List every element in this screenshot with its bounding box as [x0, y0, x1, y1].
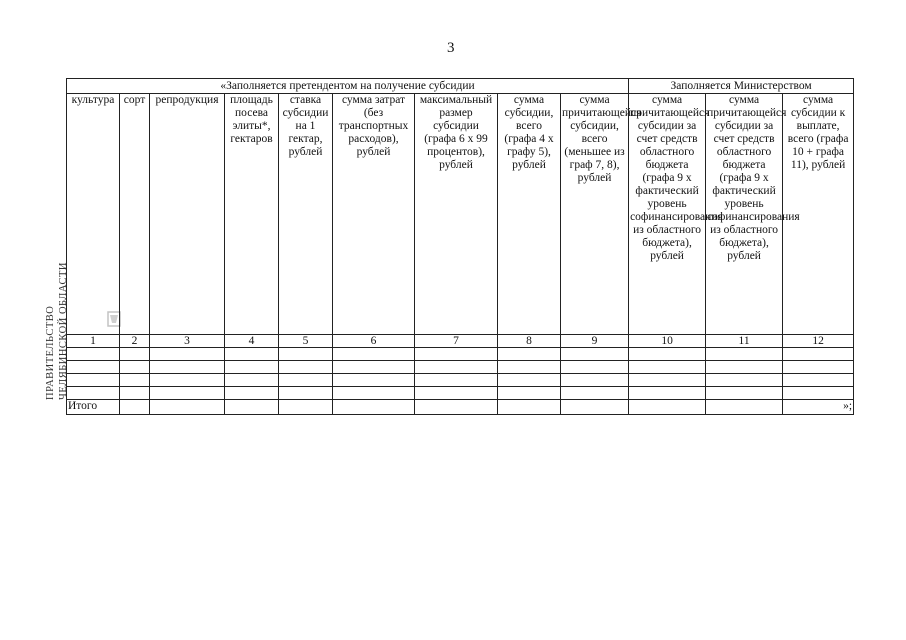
- table-cell: [150, 374, 225, 387]
- table-cell: [225, 348, 279, 361]
- column-header: сумма причитающейся субсидии за счет средств областного бюджета (графа 9 х фактический уровень софинансирования из областного бюджета), рублей: [629, 94, 706, 335]
- table-cell: [706, 400, 783, 415]
- closing-quote-mark: »;: [783, 400, 854, 415]
- table-cell: [783, 374, 854, 387]
- column-number: 10: [629, 335, 706, 348]
- table-cell: [225, 361, 279, 374]
- table-cell: [279, 374, 333, 387]
- applicant-group-header: «Заполняется претендентом на получение субсидии: [67, 79, 629, 94]
- empty-row: [67, 361, 854, 374]
- table-cell: [150, 348, 225, 361]
- subsidy-table: [66, 78, 854, 415]
- column-header: сорт: [120, 94, 150, 335]
- table-cell: [333, 387, 415, 400]
- table-cell: [415, 400, 498, 415]
- table-cell: [561, 387, 629, 400]
- table-cell: [706, 374, 783, 387]
- empty-row: [67, 348, 854, 361]
- table-cell: [629, 387, 706, 400]
- table-cell: [120, 348, 150, 361]
- table-cell: [629, 400, 706, 415]
- column-number-row: [67, 335, 854, 348]
- table-cell: [498, 387, 561, 400]
- column-header: сумма причитающейся субсидии за счет средств областного бюджета (графа 9 х фактический уровень софинансирования из областного бюджета), рублей: [706, 94, 783, 335]
- table-cell: [783, 387, 854, 400]
- table-cell: [279, 361, 333, 374]
- table-cell: [706, 348, 783, 361]
- ministry-group-header: Заполняется Министерством: [629, 79, 854, 94]
- table-cell: [67, 374, 120, 387]
- table-cell: [561, 400, 629, 415]
- column-header: сумма субсидии, всего (графа 4 х графу 5), рублей: [498, 94, 561, 335]
- empty-row: [67, 374, 854, 387]
- table-cell: [333, 361, 415, 374]
- table-cell: [783, 361, 854, 374]
- table-cell: [150, 387, 225, 400]
- stamp-line-2: ЧЕЛЯБИНСКОЙ ОБЛАСТИ: [58, 262, 69, 400]
- table-cell: [120, 400, 150, 415]
- column-number: 1: [67, 335, 120, 348]
- group-header-row: [67, 79, 854, 94]
- table-cell: [629, 361, 706, 374]
- column-header-row: [67, 94, 854, 335]
- table-cell: [120, 361, 150, 374]
- column-number: 11: [706, 335, 783, 348]
- table-cell: [225, 400, 279, 415]
- table-cell: [120, 387, 150, 400]
- total-row: [67, 400, 854, 415]
- column-header: максимальный размер субсидии (графа 6 х 99 процентов), рублей: [415, 94, 498, 335]
- total-label: Итого: [67, 400, 120, 415]
- table-cell: [120, 374, 150, 387]
- column-number: 2: [120, 335, 150, 348]
- column-header: площадь посева элиты*, гектаров: [225, 94, 279, 335]
- column-header: культура: [67, 94, 120, 335]
- table-cell: [415, 361, 498, 374]
- stamp-line-1: ПРАВИТЕЛЬСТВО: [45, 305, 56, 400]
- table-cell: [333, 400, 415, 415]
- column-number: 9: [561, 335, 629, 348]
- table-cell: [783, 348, 854, 361]
- empty-row: [67, 387, 854, 400]
- table-cell: [706, 387, 783, 400]
- column-number: 7: [415, 335, 498, 348]
- column-number: 12: [783, 335, 854, 348]
- table-cell: [225, 374, 279, 387]
- column-number: 6: [333, 335, 415, 348]
- table-cell: [279, 400, 333, 415]
- table-cell: [333, 348, 415, 361]
- table-cell: [415, 374, 498, 387]
- table-cell: [67, 387, 120, 400]
- column-header: сумма субсидии к выплате, всего (графа 10 + графа 11), рублей: [783, 94, 854, 335]
- table-cell: [706, 361, 783, 374]
- table-cell: [498, 374, 561, 387]
- table-cell: [225, 387, 279, 400]
- table-cell: [561, 374, 629, 387]
- table-cell: [561, 361, 629, 374]
- table-cell: [279, 348, 333, 361]
- column-number: 4: [225, 335, 279, 348]
- table-cell: [67, 348, 120, 361]
- table-cell: [150, 361, 225, 374]
- column-number: 3: [150, 335, 225, 348]
- column-number: 5: [279, 335, 333, 348]
- table-cell: [279, 387, 333, 400]
- column-header: ставка субсидии на 1 гектар, рублей: [279, 94, 333, 335]
- table-cell: [629, 374, 706, 387]
- table-cell: [561, 348, 629, 361]
- column-header: сумма причитающейся субсидии, всего (меньшее из граф 7, 8), рублей: [561, 94, 629, 335]
- page-number: 3: [447, 40, 455, 56]
- table-cell: [415, 387, 498, 400]
- column-header: сумма затрат (без транспортных расходов), рублей: [333, 94, 415, 335]
- table-cell: [150, 400, 225, 415]
- table-cell: [415, 348, 498, 361]
- table-cell: [629, 348, 706, 361]
- table-cell: [498, 361, 561, 374]
- table-cell: [333, 374, 415, 387]
- column-header: репродукция: [150, 94, 225, 335]
- table-cell: [67, 361, 120, 374]
- table-cell: [498, 348, 561, 361]
- column-number: 8: [498, 335, 561, 348]
- table-cell: [498, 400, 561, 415]
